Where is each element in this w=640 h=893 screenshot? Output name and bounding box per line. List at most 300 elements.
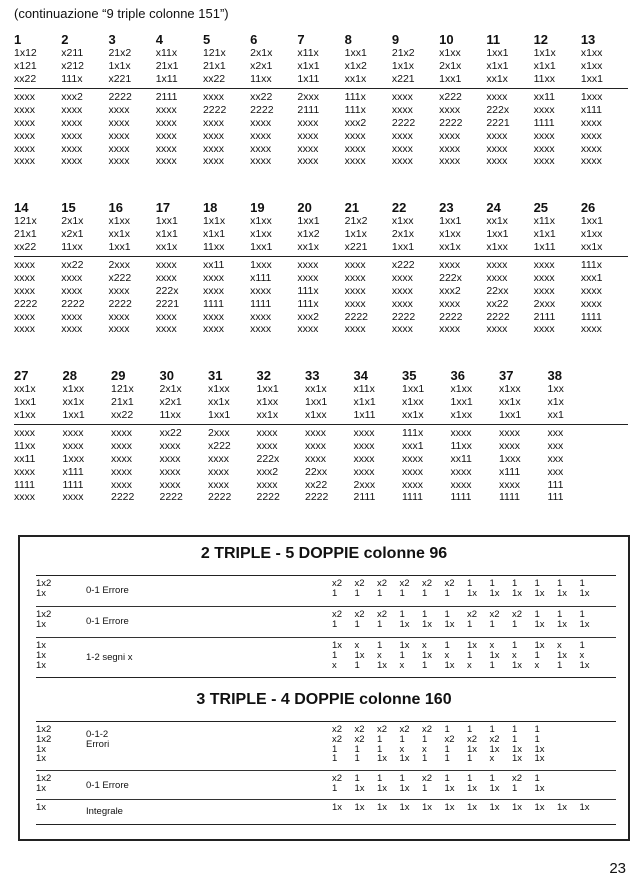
column-number: 13	[580, 32, 596, 47]
combination-cell: 1111	[14, 478, 36, 491]
combination-cell: 2111	[533, 310, 556, 323]
system-grid-row	[332, 661, 602, 671]
column-number: 34	[353, 368, 368, 383]
system-grid	[332, 610, 602, 630]
combination-cell: xxxx	[402, 465, 423, 478]
combination-cell: xxxx	[499, 427, 520, 440]
variant-cell: 1x1x	[533, 47, 556, 59]
combination-cell: x111	[580, 104, 603, 117]
variant-cell: x221	[108, 72, 132, 85]
system-grid-cell: 1	[579, 609, 585, 620]
combination-cell: 1xxx	[499, 452, 521, 465]
combination-cell: xxxx	[297, 272, 319, 285]
column-number: 36	[450, 368, 465, 383]
combination-cell: xxxx	[353, 427, 375, 440]
combination-cell: 111	[547, 491, 564, 504]
variant-cell: 1xx1	[439, 215, 462, 227]
combination-cell: xxxx	[297, 259, 319, 272]
system-grid-cell: 1	[534, 773, 540, 784]
combination-cell: 2xxx	[353, 478, 376, 491]
system-grid-cell: 1x	[534, 587, 545, 599]
variant-line: 1x	[36, 753, 47, 765]
variant-cell: xx22	[14, 240, 37, 253]
variant-line: 1x	[36, 743, 47, 755]
system-grid-cell: 1x	[377, 753, 388, 765]
combination-cell: xxxx	[297, 116, 319, 129]
system-grid-cell: 1	[422, 609, 428, 620]
variant-cell: xx22	[14, 72, 37, 85]
column-number: 2	[61, 32, 69, 47]
combination-cell: 11xx	[14, 440, 36, 453]
variant-cell: 11xx	[250, 72, 272, 85]
system-grid-cell: 1	[354, 753, 360, 765]
combination-cell: xxxx	[62, 427, 84, 440]
variant-cell: 1xx	[547, 383, 564, 395]
variant-cell: 1xx1	[580, 215, 603, 227]
variant-cell: 2x1x	[250, 47, 273, 59]
system-grid-cell: x2	[354, 609, 365, 620]
system-grid-cell: 1	[422, 753, 428, 765]
column-number: 9	[391, 32, 400, 47]
combination-cell: xxxx	[353, 452, 375, 465]
combination-cell: 1111	[202, 297, 224, 310]
column-number: 25	[533, 200, 549, 215]
combination-cell: xxxx	[439, 129, 461, 142]
combination-cell: xxxx	[14, 104, 35, 117]
system-grid-cell: 1	[399, 587, 405, 599]
variant-cell: 1xx1	[499, 408, 522, 421]
variant-cell: x1xx	[108, 215, 131, 227]
combination-cell: x222	[391, 259, 415, 272]
combination-cell: 2222	[108, 91, 132, 104]
system-grid-cell: 1x	[354, 782, 365, 794]
column-number: 7	[297, 32, 305, 47]
combination-cell: 111x	[580, 259, 603, 272]
variant-row	[14, 396, 628, 409]
combination-cell: xxxx	[305, 452, 326, 465]
system-grid-cell: 1x	[534, 640, 545, 651]
combination-cell: xxxx	[533, 142, 555, 155]
combination-cell: 1111	[250, 297, 272, 310]
variant-cell: 11xx	[159, 408, 181, 421]
combination-cell: 1xxx	[250, 259, 272, 272]
combination-cell: xxxx	[61, 323, 83, 336]
column-number: 8	[344, 32, 352, 47]
variant-cell: 1xx1	[486, 47, 509, 59]
combination-row	[14, 155, 628, 168]
combination-cell: 222x	[439, 272, 462, 285]
variant-cell: xx1x	[155, 240, 178, 253]
combination-cell: xxxx	[439, 297, 461, 310]
system-table	[36, 721, 616, 825]
system-grid	[332, 579, 602, 599]
variant-cell: x1xx	[450, 408, 473, 421]
system-grid-cell: 1	[377, 743, 383, 755]
variant-line: 1x	[36, 640, 47, 651]
combination-cell: xx22	[159, 427, 182, 440]
combination-cell: xxxx	[344, 142, 366, 155]
variant-cell: 21x2	[391, 47, 415, 59]
system-grid-cell: 1x	[377, 659, 388, 671]
combination-cell: xxxx	[499, 478, 520, 491]
column-number: 22	[391, 200, 407, 215]
system-grid-cell: 1x	[444, 802, 455, 813]
system-grid-cell: 1	[354, 659, 360, 671]
system-grid-cell: x	[422, 743, 427, 755]
combination-cell: 2222	[159, 491, 183, 504]
combination-cell: 2xxx	[208, 427, 230, 440]
combination-cell: xx22	[250, 91, 273, 104]
combination-cell: xxxx	[580, 323, 602, 336]
system-grid-cell: 1	[422, 659, 428, 671]
combination-row	[14, 143, 628, 156]
combination-cell: 22xx	[486, 284, 509, 297]
variant-cell: 21x1	[202, 59, 226, 72]
combination-cell: xxxx	[391, 284, 413, 297]
system-grid-cell: 1	[444, 743, 450, 755]
variant-cell: x1xx	[14, 408, 36, 421]
system-grid-cell: x	[512, 649, 517, 661]
combination-cell: 1111	[580, 310, 602, 323]
combination-cell: 111x	[297, 297, 319, 310]
combination-cell: xxxx	[14, 272, 35, 285]
combination-cell: xxxx	[108, 310, 130, 323]
system-label: 1-2 segni x	[86, 652, 133, 663]
variant-cell: x1xx	[439, 227, 461, 240]
system-row	[36, 722, 616, 770]
column-number: 29	[111, 368, 126, 383]
column-number: 28	[62, 368, 77, 383]
system-grid-cell: 1	[444, 609, 450, 620]
variant-row	[14, 383, 628, 396]
system-grid-cell: 1x	[354, 802, 365, 813]
system-label: 0-1 Errore	[86, 585, 129, 596]
column-number: 23	[439, 200, 454, 215]
system-grid-cell: 1	[444, 640, 450, 651]
combination-cell: xxxx	[108, 116, 130, 129]
variant-cell: 21x1	[111, 395, 134, 408]
combination-cell: 1111	[450, 491, 472, 504]
combination-cell: 1111	[62, 478, 84, 491]
system-grid-cell: 1	[579, 578, 585, 589]
system-grid-cell: 1	[467, 578, 473, 589]
combination-cell: xxxx	[391, 272, 413, 285]
system-grid-cell: 1	[444, 724, 450, 735]
variant-cell: x1xx	[450, 383, 473, 395]
system-grid-cell: 1	[557, 659, 563, 671]
combination-cell: x111	[250, 272, 272, 285]
variant-cell: 1xx1	[208, 408, 231, 421]
combination-cell: xxxx	[108, 323, 130, 336]
variant-cell: x1xx	[62, 383, 85, 395]
system-variants	[36, 774, 51, 794]
combination-cell: xxxx	[297, 142, 319, 155]
combination-cell: 2222	[439, 310, 463, 323]
combination-cell: xxxx	[250, 323, 272, 336]
column-number: 17	[155, 200, 171, 215]
system-grid-cell: 1	[579, 640, 585, 651]
system-grid-cell: 1x	[422, 649, 433, 661]
variant-cell: x11x	[353, 383, 375, 395]
combination-cell: xxxx	[250, 310, 272, 323]
combination-cell: 2111	[297, 104, 320, 117]
system-row	[36, 576, 616, 606]
combination-cell: xxxx	[62, 440, 84, 453]
variant-cell: x11x	[297, 47, 319, 59]
combination-cell: xxxx	[402, 452, 423, 465]
combination-cell: xxxx	[111, 465, 132, 478]
system-label-line: 0-1-2	[86, 729, 109, 740]
combination-cell: 2222	[14, 297, 38, 310]
variant-line: 1x	[36, 659, 47, 671]
variant-cell: 121x	[111, 383, 134, 395]
system-grid-cell: x	[422, 640, 427, 651]
variant-cell: x1xx	[208, 383, 230, 395]
system-grid-cell: 1	[489, 578, 495, 589]
column-number: 15	[61, 200, 76, 215]
system-grid-cell: 1	[377, 773, 383, 784]
variant-cell: 121x	[202, 47, 226, 59]
system-grid-cell: x2	[332, 578, 343, 589]
combination-cell: xxxx	[344, 259, 366, 272]
combination-cell: 222x	[155, 284, 179, 297]
combination-cell: xxxx	[159, 452, 181, 465]
combination-cell: xxxx	[439, 323, 461, 336]
system-grid-cell: x	[489, 753, 495, 765]
variant-cell: xx1x	[439, 240, 461, 253]
system-grid-cell: 1x	[399, 782, 410, 794]
variant-cell: 1xx1	[250, 240, 273, 253]
variant-cell: 1x11	[533, 240, 556, 253]
combination-cell: 2xxx	[108, 259, 131, 272]
column-number-row	[14, 369, 628, 383]
variant-cell: 121x	[14, 215, 37, 227]
combination-cell: xxxx	[250, 129, 272, 142]
column-block	[14, 201, 628, 336]
system-grid-row	[332, 589, 602, 599]
combination-cell: 2222	[486, 310, 510, 323]
combination-cell: xxx1	[580, 272, 603, 285]
system-grid-cell: x2	[354, 724, 365, 735]
system-label: 0-1 Errore	[86, 616, 129, 627]
combination-cell: xxxx	[580, 284, 602, 297]
combination-cell: xxxx	[580, 116, 602, 129]
variant-cell: 11xx	[202, 240, 225, 253]
combination-cell: 1xxx	[580, 91, 603, 104]
system-label: Integrale	[86, 806, 123, 817]
variant-row	[14, 215, 628, 228]
combination-cell: x111	[62, 465, 84, 478]
combination-cell: xxxx	[344, 297, 366, 310]
system-grid-cell: 1x	[444, 618, 455, 630]
combination-cell: 2222	[344, 310, 368, 323]
system-grid-cell: 1x	[579, 587, 590, 599]
variant-cell: 1xx1	[256, 383, 279, 395]
combination-cell: xxxx	[108, 284, 130, 297]
variant-cell: x1xx	[580, 59, 603, 72]
system-grid-cell: 1	[512, 724, 518, 735]
system-grid-cell: 1x	[557, 649, 568, 661]
combination-cell: xxxx	[450, 465, 472, 478]
combination-cell: xxxx	[533, 272, 555, 285]
combination-cell: 2222	[305, 491, 329, 504]
divider-line	[14, 88, 628, 89]
combination-cell: xxxx	[61, 129, 83, 142]
combination-cell: x111	[499, 465, 521, 478]
system-grid-cell: 1x	[467, 782, 478, 794]
combination-cell: xxxx	[402, 478, 423, 491]
combination-cell: xxxx	[250, 155, 272, 168]
system-grid-cell: 1	[444, 587, 450, 599]
variant-row	[14, 228, 628, 241]
combination-cell: xxxx	[61, 284, 83, 297]
system-label-line: Errori	[86, 738, 110, 750]
combination-cell: xxxx	[111, 440, 132, 453]
variant-line: 1x	[36, 587, 47, 599]
system-grid-cell: 1x	[377, 782, 388, 794]
variant-cell: 1x1x	[344, 227, 367, 240]
system-grid-cell: 1	[422, 587, 428, 599]
variant-cell: x1xx	[439, 47, 461, 59]
system-grid-cell: 1	[489, 773, 495, 784]
combination-cell: xxxx	[159, 478, 181, 491]
combination-cell: xxxx	[439, 259, 461, 272]
column-number: 16	[108, 200, 123, 215]
system-label: 0-1 Errore	[86, 780, 129, 791]
combination-cell: xxxx	[108, 104, 130, 117]
combination-cell: xxxx	[202, 142, 224, 155]
system-grid	[332, 803, 602, 813]
combination-cell: xxx2	[297, 310, 319, 323]
system-grid-cell: x2	[377, 578, 388, 589]
variant-cell: 11xx	[533, 72, 555, 85]
system-row	[36, 799, 616, 824]
variant-cell: xx1x	[256, 408, 279, 421]
variant-cell: 1xx1	[580, 72, 603, 85]
variant-cell: x1xx	[305, 408, 327, 421]
variant-cell: xx1x	[499, 395, 521, 408]
system-grid-cell: x2	[467, 733, 478, 745]
variant-line: 1x2	[36, 724, 52, 735]
system-grid-cell: 1	[557, 609, 563, 620]
combination-cell: xx11	[14, 452, 36, 465]
system-grid-cell: 1	[377, 733, 383, 745]
combination-cell: xxxx	[344, 129, 366, 142]
column-number: 10	[439, 32, 454, 47]
combination-cell: xxx	[547, 440, 564, 453]
variant-cell: 2x1x	[61, 215, 84, 227]
combination-cell: xxxx	[486, 323, 508, 336]
page-number: 23	[609, 860, 626, 877]
system-grid-cell: 1x	[399, 640, 410, 651]
combination-cell: xxxx	[155, 323, 177, 336]
system-grid-cell: x2	[332, 609, 343, 620]
column-number: 4	[155, 32, 163, 47]
system-grid-cell: 1x	[467, 743, 478, 755]
combination-cell: xxxx	[155, 129, 177, 142]
system-grid-cell: x2	[512, 773, 523, 784]
system-grid	[332, 641, 602, 670]
system-grid-cell: 1x	[332, 802, 343, 813]
system-grid-cell: x	[534, 659, 540, 671]
combination-cell: xxxx	[155, 155, 177, 168]
combination-cell: xxxx	[108, 129, 130, 142]
variant-cell: x2x1	[61, 227, 84, 240]
variant-line: 1x	[36, 802, 47, 813]
variant-cell: 21x2	[344, 215, 368, 227]
combination-row	[14, 259, 628, 272]
variant-cell: xx1x	[305, 383, 327, 395]
system-grid-cell: 1	[399, 609, 405, 620]
system-grid-cell: 1x	[512, 587, 523, 599]
column-block	[14, 33, 628, 168]
system-grid-cell: 1x	[579, 618, 590, 630]
column-number: 37	[499, 368, 514, 383]
combination-cell: xxxx	[14, 465, 35, 478]
variant-cell: 1x11	[155, 72, 178, 85]
system-grid-cell: x2	[444, 733, 455, 745]
combination-cell: x222	[439, 91, 462, 104]
combination-cell: xxxx	[533, 284, 555, 297]
column-number: 14	[14, 200, 29, 215]
combination-cell: xx11	[450, 452, 472, 465]
variant-cell: 1x1x	[391, 59, 415, 72]
system-grid-cell: 1	[444, 753, 450, 765]
system-grid-cell: 1	[489, 618, 495, 630]
variant-cell: x11x	[155, 47, 178, 59]
combination-cell: xxxx	[202, 91, 224, 104]
variant-cell: x1xx	[580, 227, 603, 240]
system-grid-cell: 1	[332, 618, 338, 630]
system-grid-cell: x	[332, 659, 337, 671]
system-grid-cell: 1	[377, 618, 383, 630]
combination-cell: xxxx	[155, 142, 177, 155]
combination-cell: xxx2	[344, 116, 367, 129]
combination-cell: xxxx	[155, 272, 177, 285]
variant-row	[14, 241, 628, 254]
combination-cell: xxxx	[155, 104, 177, 117]
system-grid-cell: 1	[489, 724, 495, 735]
combination-cell: xxxx	[14, 155, 35, 168]
system-variants	[36, 610, 51, 630]
variant-cell: 1x11	[297, 72, 320, 85]
divider-line	[14, 256, 628, 257]
systems-box	[18, 535, 630, 841]
system-grid-cell: 1	[512, 733, 518, 745]
variant-cell: x1x1	[297, 59, 320, 72]
combination-cell: xxxx	[533, 155, 555, 168]
combination-cell: 2222	[208, 491, 232, 504]
system-grid-row	[332, 620, 602, 630]
combination-cell: xxxx	[305, 440, 326, 453]
variant-cell: 2x1x	[391, 227, 415, 240]
variant-line: 1x2	[36, 578, 52, 589]
column-number: 11	[486, 32, 501, 47]
variant-cell: 2x1x	[159, 383, 182, 395]
combination-cell: 2222	[202, 104, 227, 117]
combination-cell: xxxx	[580, 129, 602, 142]
combination-cell: xxxx	[580, 155, 602, 168]
column-number: 18	[202, 200, 218, 215]
combination-cell: xxxx	[111, 478, 132, 491]
combination-cell: xxxx	[14, 491, 35, 504]
variant-cell: xx22	[202, 72, 226, 85]
combination-cell: xxxx	[533, 129, 555, 142]
system-grid-cell: 1x	[534, 743, 545, 755]
system-title: 2 TRIPLE - 5 DOPPIE colonne 96	[200, 545, 448, 562]
combination-cell: xxxx	[202, 155, 224, 168]
variant-cell: x1x1	[202, 227, 226, 240]
